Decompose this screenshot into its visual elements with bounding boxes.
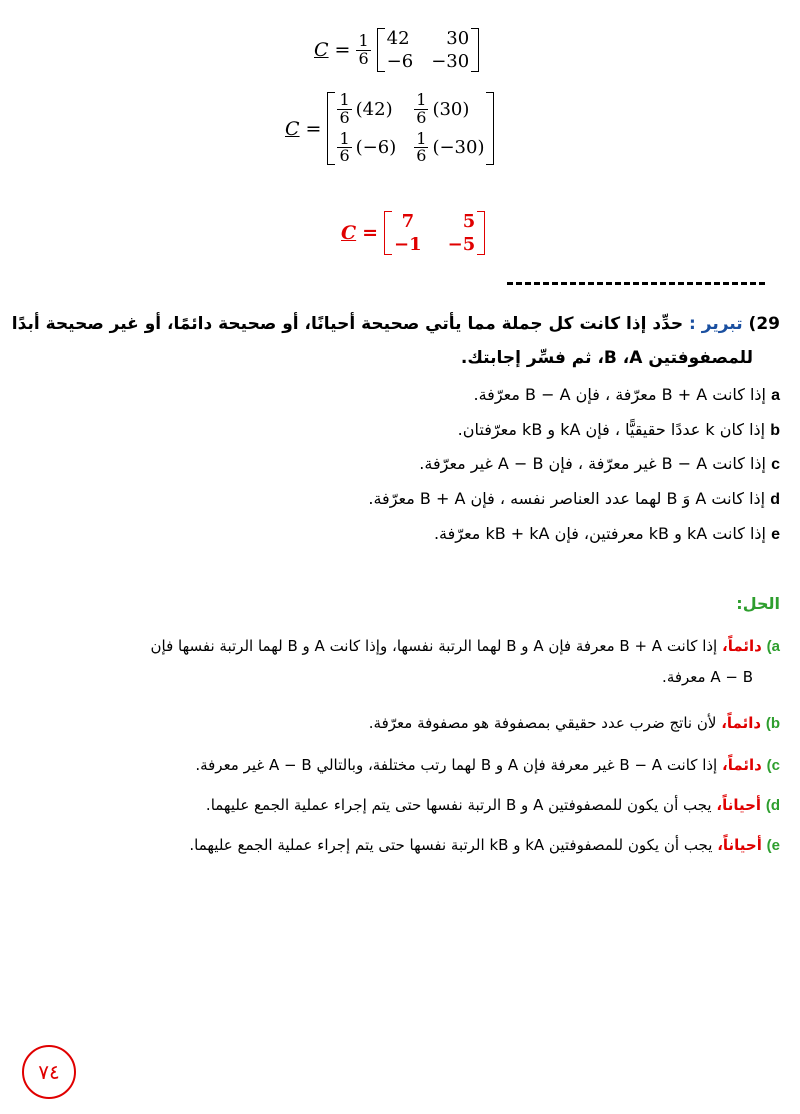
matrix-cell: −6: [386, 51, 414, 72]
answer-label: e): [766, 837, 780, 854]
page-number: ٧٤: [22, 1045, 76, 1099]
fraction-denominator: 6: [358, 48, 369, 68]
answer-b: [10, 714, 780, 732]
question-stem-cont: للمصفوفتين B ،A، ثم فسِّر إجابتك.: [460, 348, 753, 368]
answer-keyword: دائماً،: [722, 756, 762, 774]
item-label: d: [770, 491, 780, 508]
cell-value: (42): [355, 98, 393, 120]
fraction-numerator: 1: [358, 30, 369, 50]
item-text: إذا كان k عددًا حقيقيًّا ، فإن kA و kB معرّفتان.: [457, 420, 766, 439]
answer-keyword: دائماً،: [722, 637, 762, 655]
result-matrix: [384, 211, 485, 255]
matrix-cell: −30: [431, 51, 470, 72]
item-label: a: [771, 387, 780, 404]
fraction-denominator: 6: [339, 146, 350, 166]
fraction-numerator: 1: [416, 90, 427, 109]
item-text: إذا كانت B − A غير معرّفة ، فإن A − B غير معرّفة.: [419, 454, 766, 473]
question-number: 29): [748, 314, 780, 334]
item-text: إذا كانت B + A معرّفة ، فإن B − A معرّفة.: [473, 385, 766, 404]
fraction-one-sixth: [337, 92, 351, 127]
calc-result-line: [341, 211, 485, 255]
question-item-a: [40, 385, 780, 405]
answer-keyword: أحياناً،: [717, 836, 762, 854]
answer-text: A − B معرفة.: [662, 668, 753, 686]
matrix-cell: 5: [462, 211, 476, 232]
matrix-cell: [337, 128, 397, 166]
answer-label: c): [766, 757, 780, 774]
answer-keyword: دائماً،: [721, 714, 762, 732]
answer-text: إذا كانت B − A غير معرفة فإن A و B لهما رتب مختلفة، وبالتالي A − B غير معرفة.: [195, 756, 718, 774]
answer-text: لأن ناتج ضرب عدد حقيقي بمصفوفة هو مصفوفة معرّفة.: [368, 714, 717, 732]
matrix-cell: 7: [401, 211, 415, 232]
answer-text: إذا كانت B + A معرفة فإن A و B لهما الرتبة نفسها، وإذا كانت A و B لهما الرتبة نفسها فإن: [150, 637, 718, 655]
matrix-bracket: [377, 28, 480, 72]
fraction-numerator: 1: [416, 128, 427, 148]
answer-a: [10, 632, 780, 662]
fraction-one-sixth: [414, 92, 428, 127]
matrix-c-symbol: C: [341, 222, 357, 244]
fraction-one-sixth: [337, 128, 351, 166]
question-item-b: [40, 420, 780, 440]
question-item-c: [40, 454, 780, 474]
equals-sign: =: [362, 222, 379, 244]
matrix-cell: [414, 92, 484, 127]
question-stem: حدِّد إذا كانت كل جملة مما يأتي صحيحة أحيانًا، أو صحيحة دائمًا، أو غير صحيحة أبدًا: [11, 314, 684, 334]
solution-title: الحل:: [736, 594, 780, 613]
matrix-cell: −5: [447, 234, 476, 255]
question-keyword: تبرير :: [689, 314, 743, 334]
answer-keyword: أحياناً،: [716, 796, 762, 814]
item-label: b: [770, 422, 780, 439]
cell-value: (30): [432, 98, 470, 120]
answer-text: يجب أن يكون للمصفوفتين kA و kB الرتبة نفسها حتى يتم إجراء عملية الجمع عليهما.: [189, 836, 713, 854]
matrix-cell: 30: [446, 28, 470, 49]
equals-sign: =: [305, 117, 322, 140]
matrix-c-symbol: C: [314, 39, 329, 61]
section-divider: [507, 282, 765, 285]
equals-sign: =: [334, 39, 351, 61]
fraction-numerator: 1: [339, 128, 350, 148]
fraction-denominator: 6: [416, 107, 427, 127]
cell-value: (−30): [432, 137, 485, 159]
item-label: c: [771, 456, 780, 473]
fraction-denominator: 6: [339, 107, 350, 127]
item-text: إذا كانت kA و kB معرفتين، فإن kB + kA معرّفة.: [433, 524, 766, 543]
item-label: e: [771, 526, 780, 543]
fraction-denominator: 6: [416, 146, 427, 166]
answer-d: [10, 796, 780, 814]
question-item-d: [40, 489, 780, 509]
answer-label: b): [765, 715, 780, 732]
fraction-one-sixth: [356, 30, 370, 68]
item-text: إذا كانت A وَ B لهما عدد العناصر نفسه ، فإن B + A معرّفة.: [368, 489, 766, 508]
calc-line-2: [285, 92, 494, 165]
question-stem-line-2: [13, 348, 753, 368]
answer-a-cont: [13, 668, 753, 686]
answer-label: a): [766, 638, 780, 655]
cell-value: (−6): [355, 137, 397, 159]
matrix-cell: 42: [386, 28, 410, 49]
matrix-cell: [414, 128, 485, 166]
calc-line-1: [314, 28, 479, 72]
matrix-bracket: [327, 92, 494, 165]
answer-text: يجب أن يكون للمصفوفتين A و B الرتبة نفسها حتى يتم إجراء عملية الجمع عليهما.: [205, 796, 712, 814]
fraction-one-sixth: [414, 128, 428, 166]
answer-label: d): [765, 797, 780, 814]
matrix-cell: −1: [394, 234, 422, 255]
answer-e: [10, 836, 780, 854]
question-stem-line-1: [10, 314, 780, 334]
fraction-numerator: 1: [339, 90, 350, 109]
question-item-e: [40, 524, 780, 544]
matrix-c-symbol: C: [285, 117, 300, 140]
answer-c: [10, 756, 780, 774]
matrix-cell: [337, 92, 396, 127]
